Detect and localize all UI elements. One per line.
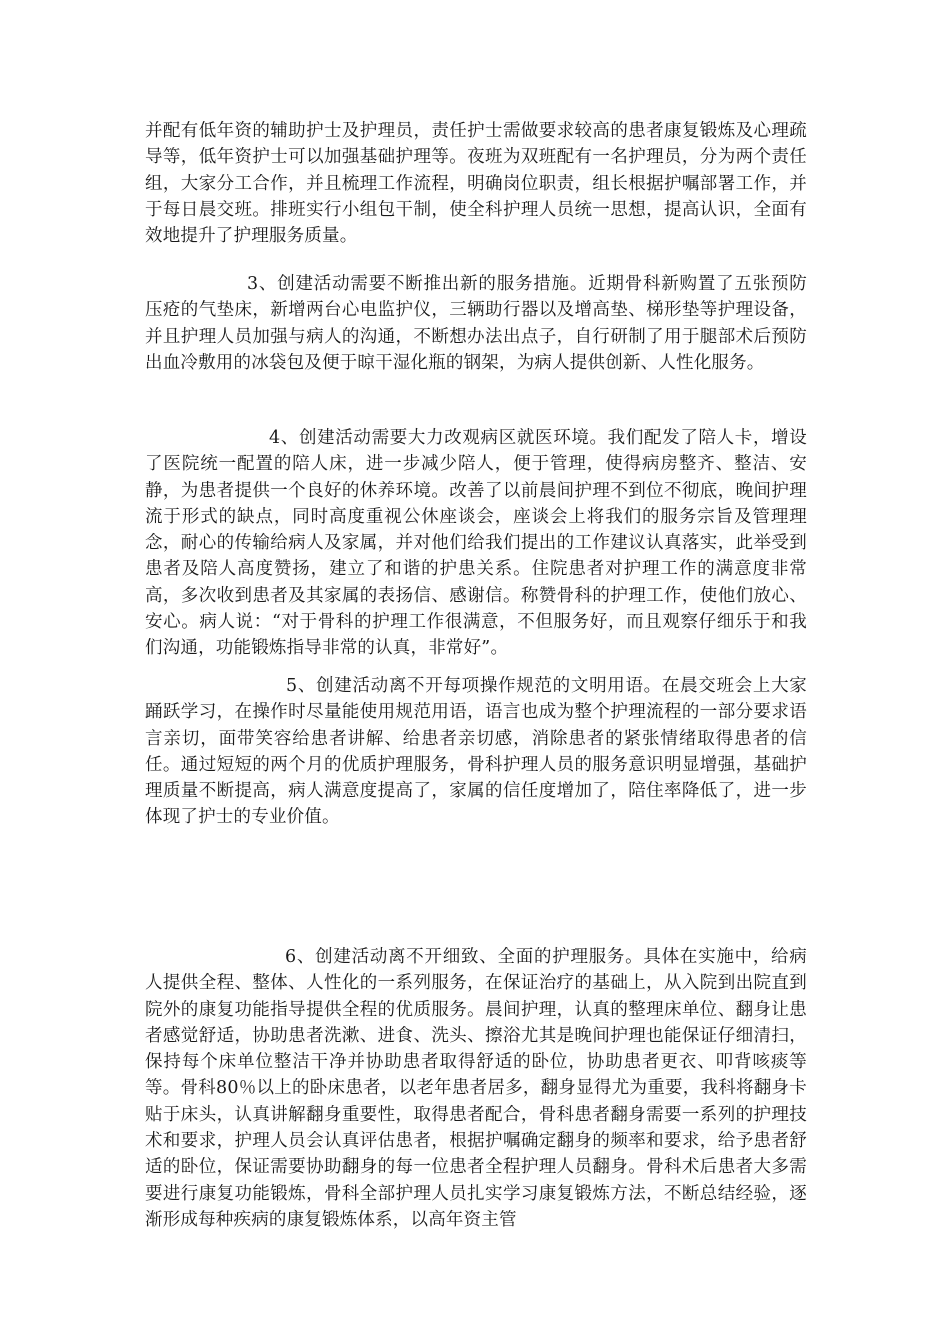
paragraph-service-measures: 3、创建活动需要不断推出新的服务措施。近期骨科新购置了五张预防压疮的气垫床，新增两台心电监护仪，三辆助行器以及增高垫、梯形垫等护理设备，并且护理人员加强与病人的沟通，不断想办法出点子，自行研制了用于腿部术后预防出血冷敷用的冰袋包及便于晾干湿化瓶的钢架，为病人提供创新、人性化服务。	[145, 274, 807, 373]
paragraph-ward-environment: 4、创建活动需要大力改观病区就医环境。我们配发了陪人卡，增设了医院统一配置的陪人床，进一步减少陪人，便于管理，使得病房整齐、整洁、安静，为患者提供一个良好的休养环境。改善了以前晨间护理不到位不彻底，晚间护理流于形式的缺点，同时高度重视公休座谈会，座谈会上将我们的服务宗旨及管理理念，耐心的传输给病人及家属，并对他们给我们提出的工作建议认真落实，此举受到患者及陪人高度赞扬，建立了和谐的护患关系。住院患者对护理工作的满意度非常高，多次收到患者及其家属的表扬信、感谢信。称赞骨科的护理工作，使他们放心、安心。病人说：“对于骨科的护理工作很满意，不但服务好，而且观察仔细乐于和我们沟通，功能锻炼指导非常的认真，非常好”。	[145, 428, 807, 659]
paragraph-nursing-service: 6、创建活动离不开细致、全面的护理服务。具体在实施中，给病人提供全程、整体、人性化的一系列服务，在保证治疗的基础上，从入院到出院直到院外的康复功能指导提供全程的优质服务。晨间护理，认真的整理床单位、翻身让患者感觉舒适，协助患者洗漱、进食、洗头、擦浴尤其是晚间护理也能保证仔细清扫，保持每个床单位整洁干净并协助患者取得舒适的卧位，协助患者更衣、叩背咳痰等等。骨科80％以上的卧床患者，以老年患者居多，翻身显得尤为重要，我科将翻身卡贴于床头，认真讲解翻身重要性，取得患者配合，骨科患者翻身需要一系列的护理技术和要求，护理人员会认真评估患者，根据护嘱确定翻身的频率和要求，给予患者舒适的卧位，保证需要协助翻身的每一位患者全程护理人员翻身。骨科术后患者大多需要进行康复功能锻炼，骨科全部护理人员扎实学习康复锻炼方法，不断总结经验，逐渐形成每种疾病的康复锻炼体系，以高年资主管	[145, 947, 807, 1230]
paragraph-staffing: 并配有低年资的辅助护士及护理员，责任护士需做要求较高的患者康复锻炼及心理疏导等，低年资护士可以加强基础护理等。夜班为双班配有一名护理员，分为两个责任组，大家分工合作，并且梳理工作流程，明确岗位职责，组长根据护嘱部署工作，并于每日晨交班。排班实行小组包干制，使全科护理人员统一思想，提高认识，全面有效地提升了护理服务质量。	[145, 121, 807, 247]
paragraph-civil-language: 5、创建活动离不开每项操作规范的文明用语。在晨交班会上大家踊跃学习，在操作时尽量能使用规范用语，语言也成为整个护理流程的一部分要求语言亲切，面带笑容给患者讲解、给患者亲切感，消除患者的紧张情绪取得患者的信任。通过短短的两个月的优质护理服务，骨科护理人员的服务意识明显增强，基础护理质量不断提高，病人满意度提高了，家属的信任度增加了，陪住率降低了，进一步体现了护士的专业价值。	[145, 676, 807, 828]
